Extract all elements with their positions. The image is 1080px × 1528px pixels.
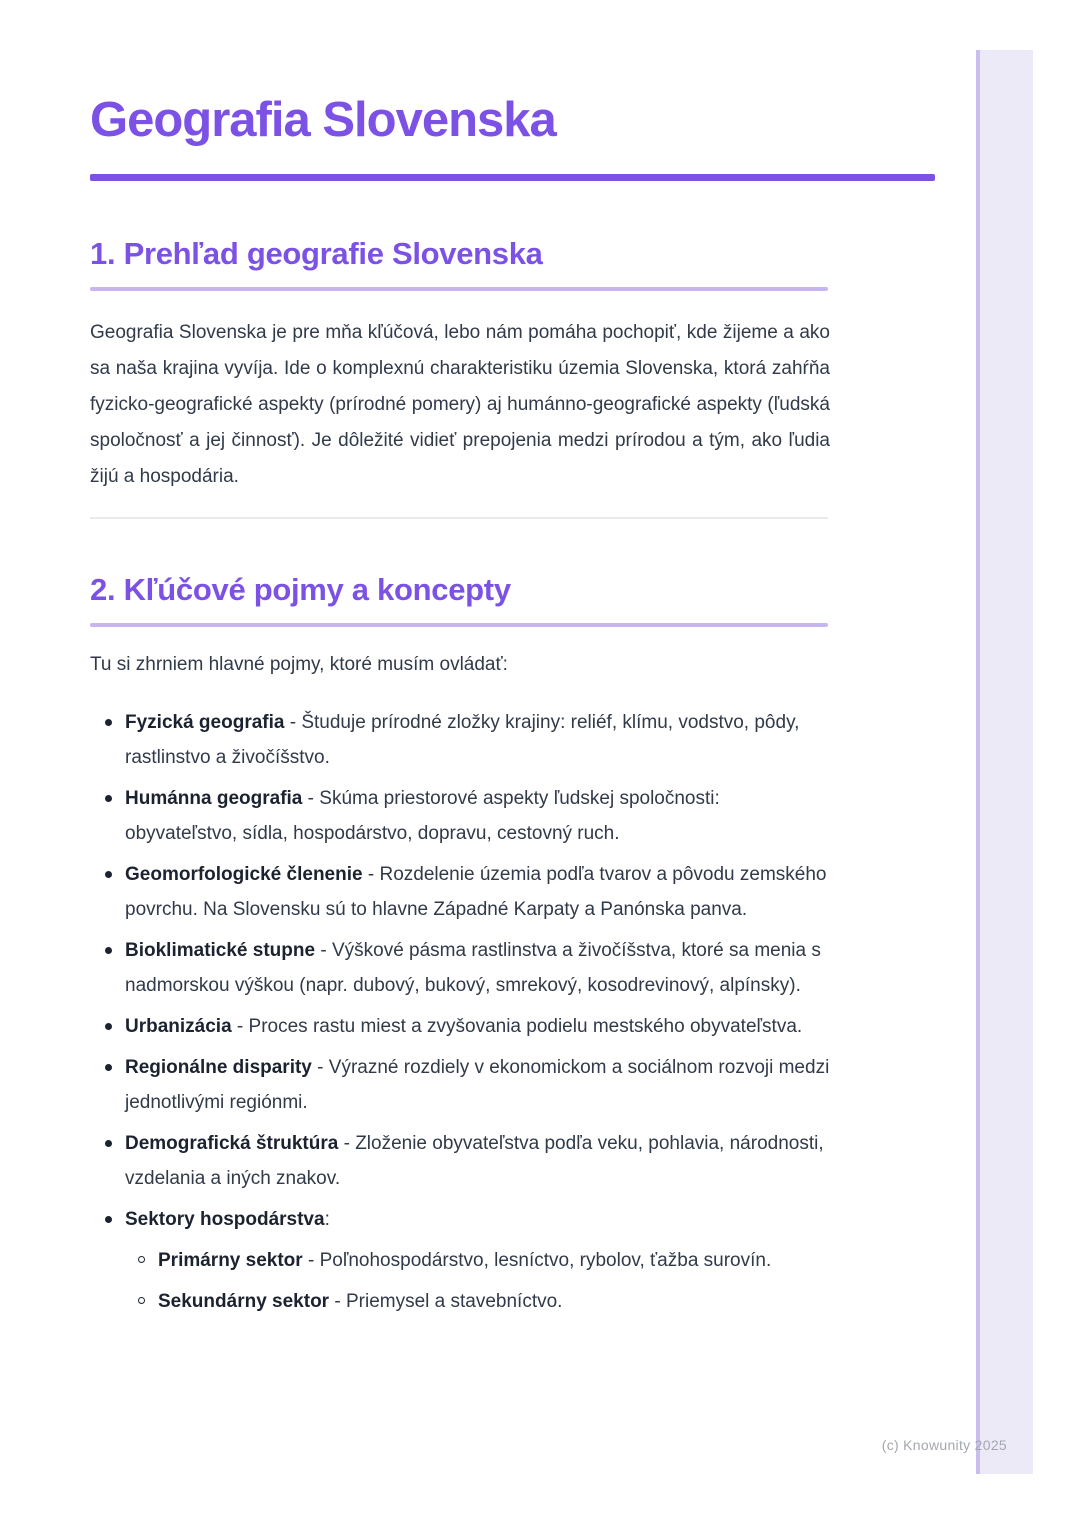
bullet-icon	[105, 947, 112, 954]
term-label: Humánna geografia	[125, 788, 303, 809]
list-item	[90, 1050, 830, 1120]
term-label: Sekundárny sektor	[158, 1291, 330, 1312]
term-separator: -	[338, 1133, 356, 1154]
term-definition: Zloženie obyvateľstva podľa veku, pohlavia, národnosti, vzdelania a iných znakov.	[125, 1133, 824, 1189]
bullet-icon	[105, 1216, 112, 1223]
term-label: Fyzická geografia	[125, 712, 285, 733]
bullet-icon	[105, 1140, 112, 1147]
term-separator: -	[284, 712, 302, 733]
title-rule	[90, 174, 935, 181]
document-page	[90, 0, 830, 1319]
section-divider	[90, 517, 828, 519]
bullet-icon	[105, 1064, 112, 1071]
term-label: Geomorfologické členenie	[125, 864, 363, 885]
term-label: Primárny sektor	[158, 1250, 303, 1271]
term-definition: Študuje prírodné zložky krajiny: reliéf, klímu, vodstvo, pôdy, rastlinstvo a živočíšstvo.	[125, 712, 800, 768]
sub-list-item	[90, 1284, 830, 1319]
circle-bullet-icon	[138, 1256, 145, 1263]
section-paragraph: Geografia Slovenska je pre mňa kľúčová, lebo nám pomáha pochopiť, kde žijeme a ako sa naša krajina vyvíja. Ide o komplexnú charakteristiku územia Slovenska, ktorá zahŕňa fyzicko-geografické aspekty (prírodné pomery) aj humánno-geografické aspekty (ľudská spoločnosť a jej činnosť). Je dôležité vidieť prepojenia medzi prírodou a tým, ako ľudia žijú a hospodária.	[90, 322, 830, 487]
list-item	[90, 1009, 830, 1044]
bullet-icon	[105, 719, 112, 726]
sub-bullet-list	[90, 1243, 830, 1319]
term-separator: -	[311, 1057, 329, 1078]
circle-bullet-icon	[138, 1297, 145, 1304]
heading-underline	[90, 623, 828, 627]
heading-underline	[90, 287, 828, 291]
term-definition: Výrazné rozdiely v ekonomickom a sociálnom rozvoji medzi jednotlivými regiónmi.	[125, 1057, 830, 1113]
term-separator: -	[302, 788, 320, 809]
list-item	[90, 857, 830, 927]
term-definition: Skúma priestorové aspekty ľudskej spoločnosti: obyvateľstvo, sídla, hospodárstvo, dopravu, cestovný ruch.	[125, 788, 720, 844]
watermark: (c) Knowunity 2025	[881, 1437, 1007, 1453]
page-title: Geografia Slovenska	[90, 93, 556, 147]
section-heading-2: 2. Kľúčové pojmy a koncepty	[90, 572, 511, 607]
list-item	[90, 1202, 830, 1237]
term-separator: -	[315, 940, 332, 961]
side-accent-bar	[976, 50, 1033, 1474]
term-label: Bioklimatické stupne	[125, 940, 316, 961]
term-label: Demografická štruktúra	[125, 1133, 339, 1154]
bullet-list	[90, 705, 830, 1319]
list-item	[90, 933, 830, 1003]
sub-list-item	[90, 1243, 830, 1278]
term-definition: Proces rastu miest a zvyšovania podielu mestského obyvateľstva.	[248, 1016, 803, 1037]
term-separator: -	[329, 1291, 346, 1312]
section-heading-1: 1. Prehľad geografie Slovenska	[90, 236, 543, 271]
term-separator: -	[231, 1016, 249, 1037]
intro-paragraph: Tu si zhrniem hlavné pojmy, ktoré musím ovládať:	[90, 654, 508, 675]
bullet-icon	[105, 795, 112, 802]
term-label: Sektory hospodárstva	[125, 1209, 325, 1230]
term-separator: :	[324, 1209, 330, 1230]
term-definition: Výškové pásma rastlinstva a živočíšstva, ktoré sa menia s nadmorskou výškou (napr. dubový, bukový, smrekový, kosodrevinový, alpínsky).	[125, 940, 821, 996]
bullet-icon	[105, 1023, 112, 1030]
term-definition: Poľnohospodárstvo, lesníctvo, rybolov, ťažba surovín.	[319, 1250, 772, 1271]
list-item	[90, 705, 830, 775]
list-item	[90, 781, 830, 851]
term-separator: -	[362, 864, 380, 885]
term-definition: Rozdelenie územia podľa tvarov a pôvodu zemského povrchu. Na Slovensku sú to hlavne Západné Karpaty a Panónska panva.	[125, 864, 827, 920]
term-label: Urbanizácia	[125, 1016, 232, 1037]
term-label: Regionálne disparity	[125, 1057, 312, 1078]
list-item	[90, 1126, 830, 1196]
bullet-icon	[105, 871, 112, 878]
term-separator: -	[302, 1250, 320, 1271]
term-definition: Priemysel a stavebníctvo.	[345, 1291, 563, 1312]
